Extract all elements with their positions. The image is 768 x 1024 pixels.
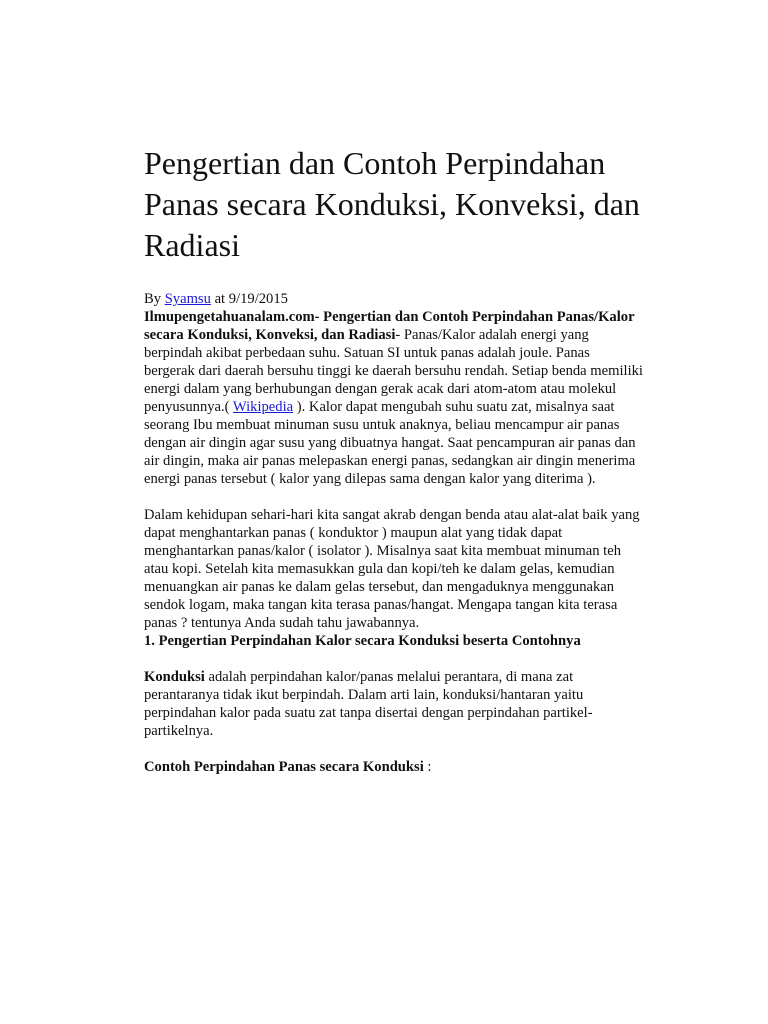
contoh-bold: Contoh Perpindahan Panas secara Konduksi xyxy=(144,759,424,775)
konduksi-term: Konduksi xyxy=(144,669,205,685)
byline-date: at 9/19/2015 xyxy=(214,291,288,307)
paragraph-2: Dalam kehidupan sehari-hari kita sangat akrab dengan benda atau alat-alat baik yang dapat menghantarkan panas ( konduktor ) maupun alat yang tidak dapat menghantarkan panas/kalor ( isolator ). Misalnya saat kita membuat minuman teh atau kopi. Setelah kita memasukkan gula dan kopi/teh ke dalam gelas, kemudian menuangkan air panas ke dalam gelas tersebut, dan mengaduknya menggunakan sendok logam, maka tangan kita terasa panas/hangat. Mengapa tangan kita terasa panas ? tentunya Anda sudah tahu jawabannya. xyxy=(144,507,640,631)
author-link[interactable]: Syamsu xyxy=(164,291,211,307)
byline xyxy=(144,290,644,308)
intro-paragraph xyxy=(144,308,644,488)
intro-text: - Panas/Kalor adalah energi yang berpindah akibat perbedaan suhu. Satuan SI untuk panas adalah joule. Panas bergerak dari daerah bersuhu tinggi ke daerah bersuhu rendah. Setiap benda memiliki energi dalam yang berhubungan dengan gerak acak dari atom-atom atau molekul penyusunnya.( xyxy=(144,327,643,415)
intro-bold-lead: Ilmupengetahuanalam.com- Pengertian dan Contoh Perpindahan Panas/Kalor secara Konduksi, Konveksi, dan Radiasi xyxy=(144,309,635,343)
spacer xyxy=(144,488,644,506)
spacer xyxy=(144,650,644,668)
document-page xyxy=(144,143,644,776)
contoh-heading xyxy=(144,758,644,776)
section-heading-konduksi: 1. Pengertian Perpindahan Kalor secara Konduksi beserta Contohnya xyxy=(144,633,581,649)
intro-text-continued: ). Kalor dapat mengubah suhu suatu zat, misalnya saat seorang Ibu membuat minuman susu untuk anaknya, beliau mencampur air panas dengan air dingin agar susu yang dibuatnya hangat. Saat pencampuran air panas dan air dingin, maka air panas melepaskan energi panas, sedangkan air dingin menerima energi panas tersebut ( kalor yang dilepas sama dengan kalor yang diterima ). xyxy=(144,399,636,487)
konduksi-text: adalah perpindahan kalor/panas melalui perantara, di mana zat perantaranya tidak ikut berpindah. Dalam arti lain, konduksi/hantaran yaitu perpindahan kalor pada suatu zat tanpa disertai dengan perpindahan partikel-partikelnya. xyxy=(144,669,593,739)
konduksi-paragraph xyxy=(144,668,644,740)
byline-by: By xyxy=(144,291,162,307)
spacer xyxy=(144,740,644,758)
wikipedia-link[interactable]: Wikipedia xyxy=(232,399,294,415)
contoh-suffix: : xyxy=(423,759,432,775)
article-title: Pengertian dan Contoh Perpindahan Panas secara Konduksi, Konveksi, dan Radiasi xyxy=(144,145,640,263)
